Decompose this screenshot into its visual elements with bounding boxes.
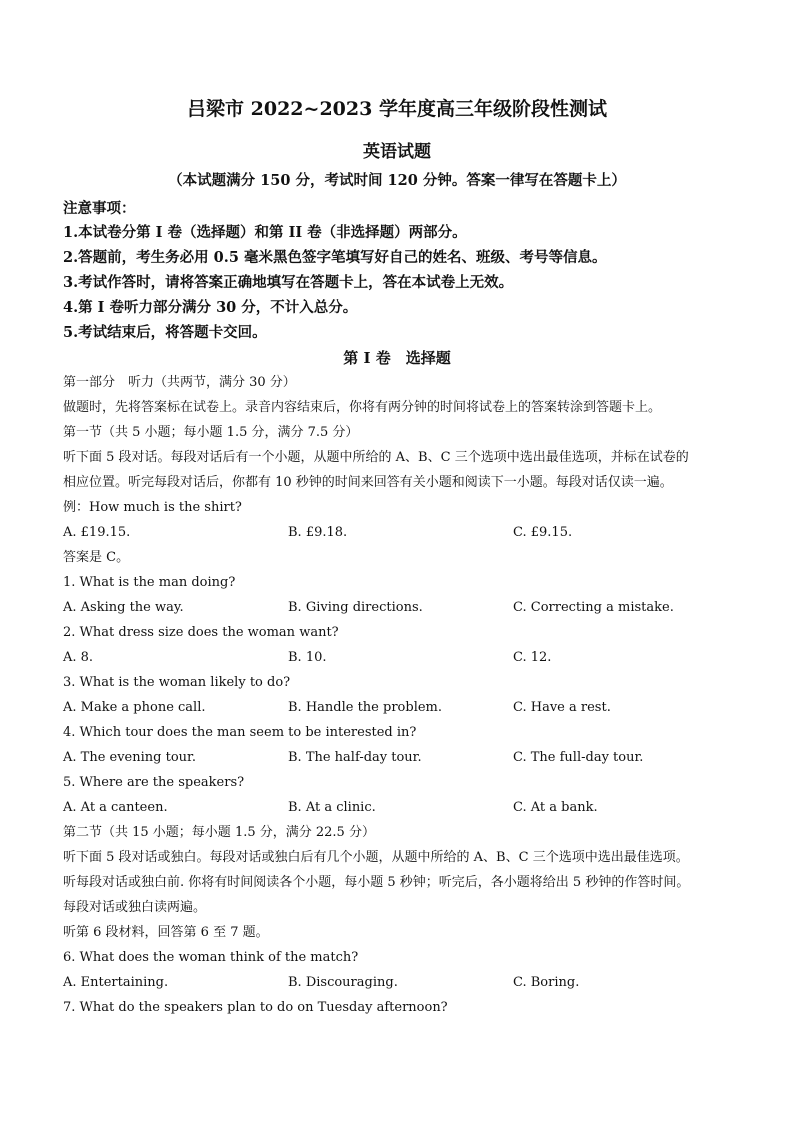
notice-heading: 注意事项： (63, 200, 136, 217)
notice-item: 5.考试结束后，将答题卡交回。 (63, 324, 267, 341)
option-c: C. At a bank. (513, 800, 598, 815)
exam-info: （本试题满分 150 分，考试时间 120 分钟。答案一律写在答题卡上） (168, 172, 626, 189)
option-b: B. Giving directions. (288, 600, 423, 615)
option-a: A. £19.15. (63, 525, 131, 540)
option-b: B. 10. (288, 650, 327, 665)
option-b: B. Handle the problem. (288, 700, 443, 715)
question-text: 2. What dress size does the woman want? (63, 625, 339, 640)
option-c: C. £9.15. (513, 525, 573, 540)
sec1-instruction-line: 相应位置。听完每段对话后，你都有 10 秒钟的时间来回答有关小题和阅读下一小题。每段对话仅读一遍。 (63, 475, 673, 490)
sec1-instruction-line: 听下面 5 段对话。每段对话后有一个小题，从题中所给的 A、B、C 三个选项中选出最佳选项，并标在试卷的 (63, 450, 689, 465)
option-a: A. Asking the way. (63, 600, 184, 615)
sec2-instruction-line: 每段对话或独白读两遍。 (63, 900, 207, 915)
question-text: 6. What does the woman think of the match? (63, 950, 359, 965)
option-a: A. The evening tour. (63, 750, 196, 765)
option-a: A. 8. (63, 650, 94, 665)
section-title: 第 I 卷 选择题 (343, 349, 451, 367)
question-text: 5. Where are the speakers? (63, 775, 245, 790)
option-a: A. Entertaining. (63, 975, 169, 990)
material-heading: 听第 6 段材料，回答第 6 至 7 题。 (63, 925, 269, 940)
option-a: A. At a canteen. (63, 800, 168, 815)
part1-heading: 第一部分 听力（共两节，满分 30 分） (63, 375, 296, 390)
option-c: C. Correcting a mistake. (513, 600, 674, 615)
option-b: B. The half-day tour. (288, 750, 422, 765)
option-a: A. Make a phone call. (63, 700, 206, 715)
subject-title: 英语试题 (363, 142, 431, 162)
option-b: B. £9.18. (288, 525, 348, 540)
sec2-instruction-line: 听每段对话或独白前. 你将有时间阅读各个小题，每小题 5 秒钟；听完后，各小题将给出 5 秒钟的作答时间。 (63, 875, 690, 890)
option-b: B. Discouraging. (288, 975, 398, 990)
part1-instruction: 做题时，先将答案标在试卷上。录音内容结束后，你将有两分钟的时间将试卷上的答案转涂到答题卡上。 (63, 400, 662, 415)
question-text: 4. Which tour does the man seem to be interested in? (63, 725, 417, 740)
example-answer: 答案是 C。 (63, 550, 130, 565)
notice-item: 2.答题前，考生务必用 0.5 毫米黑色签字笔填写好自己的姓名、班级、考号等信息。 (63, 249, 607, 266)
sec2-instruction-line: 听下面 5 段对话或独白。每段对话或独白后有几个小题，从题中所给的 A、B、C 三个选项中选出最佳选项。 (63, 850, 689, 865)
notice-item: 1.本试卷分第 I 卷（选择题）和第 II 卷（非选择题）两部分。 (63, 224, 467, 241)
sec2-heading: 第二节（共 15 小题；每小题 1.5 分，满分 22.5 分） (63, 825, 375, 840)
option-c: C. The full-day tour. (513, 750, 644, 765)
exam-title: 吕梁市 2022~2023 学年度高三年级阶段性测试 (187, 98, 607, 120)
question-text: 1. What is the man doing? (63, 575, 236, 590)
question-text: 7. What do the speakers plan to do on Tuesday afternoon? (63, 1000, 448, 1015)
option-c: C. 12. (513, 650, 552, 665)
notice-item: 3.考试作答时，请将答案正确地填写在答题卡上，答在本试卷上无效。 (63, 274, 514, 291)
sec1-heading: 第一节（共 5 小题；每小题 1.5 分，满分 7.5 分） (63, 425, 359, 440)
option-b: B. At a clinic. (288, 800, 376, 815)
option-c: C. Boring. (513, 975, 580, 990)
option-c: C. Have a rest. (513, 700, 611, 715)
notice-item: 4.第 I 卷听力部分满分 30 分，不计入总分。 (63, 299, 358, 316)
question-text: 3. What is the woman likely to do? (63, 675, 291, 690)
example-question: 例：How much is the shirt? (63, 500, 242, 515)
